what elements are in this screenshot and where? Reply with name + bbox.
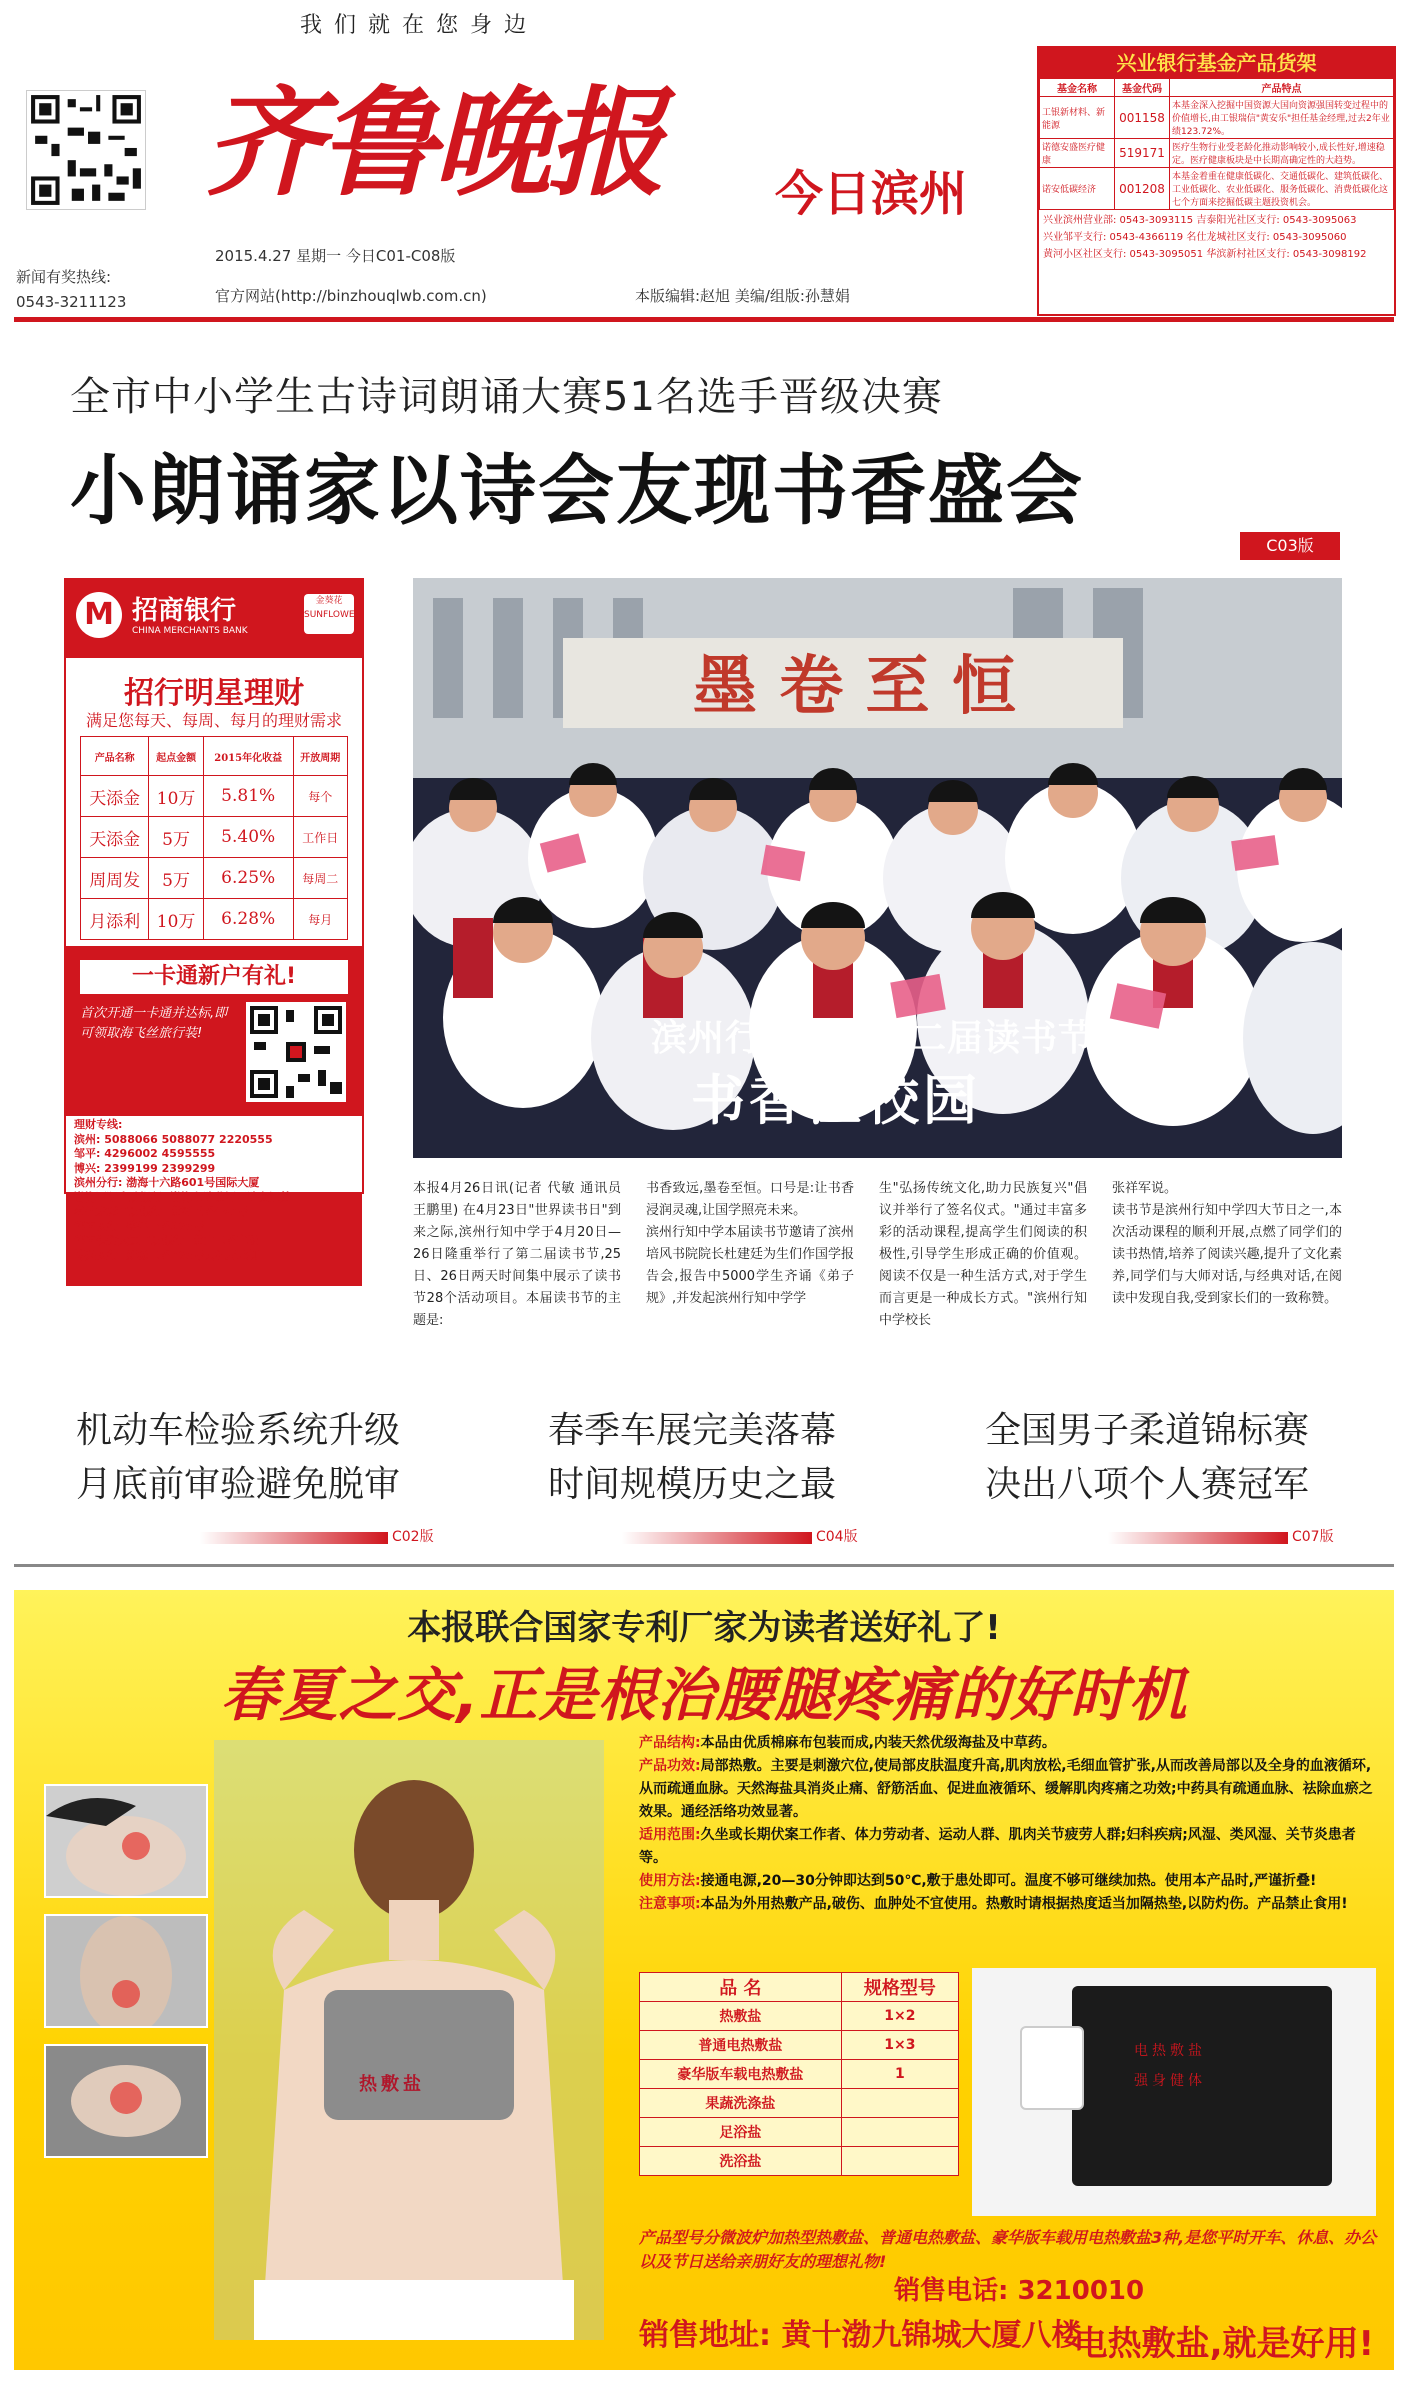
cmb-cell: 5.81%	[203, 776, 293, 817]
cmb-row	[81, 776, 348, 817]
pad-label-line: 强身健体	[1134, 2073, 1206, 2089]
spec-cell: 足浴盐	[640, 2118, 842, 2147]
cmb-header-cell: 产品名称	[81, 737, 149, 776]
teaser-bar	[1108, 1532, 1288, 1544]
branch-line: 黄河小区社区支行: 0543-3095051 华滨新村社区支行: 0543-3098192	[1043, 249, 1367, 260]
photo-caption-line1: 滨州行知中学第二届读书节	[651, 1018, 1096, 1059]
fund-code: 001158	[1115, 97, 1170, 139]
teaser-line: 时间规模历史之最	[548, 1464, 837, 1505]
ad-title-line1: 本报联合国家专利厂家为读者送好礼了!	[407, 1608, 1001, 1648]
cmb-row	[81, 899, 348, 940]
cmb-contacts: 理财专线: 滨州: 5088066 5088077 2220555 邹平: 4296002 4595555 博兴: 2399199 2399299 滨州分行: 渤海十六路601号国际大厦 渤海国际自助银行: 渤海七路黄河四路交汇处 名仕龙城自助银行: 黄河五路497号 邹平支行: 鹤伴一路966号 邹平供销大厦自助银行: 黄山二路中段 博兴支行: 新城二路766号人社局北侧	[74, 1118, 292, 1262]
cmb-cell: 10万	[149, 899, 203, 940]
spec-row	[640, 2118, 959, 2147]
fund-code: 001208	[1115, 168, 1170, 210]
heat-salt-pad-ad[interactable]	[14, 1590, 1394, 2370]
sunflower-logo-icon: 金葵花 SUNFLOWER	[304, 594, 354, 634]
cmb-cell: 10万	[149, 776, 203, 817]
sales-address: 销售地址: 黄十渤九锦城大厦八楼	[639, 2318, 1082, 2353]
ad-models-note: 产品型号分微波炉加热型热敷盐、普通电热敷盐、豪华版车载用电热敷盐3种,是您平时开车、休息、办公以及节日送给亲朋好友的理想礼物!	[639, 2228, 1377, 2271]
issue-date: 2015.4.27 星期一 今日C01-C08版	[215, 247, 456, 265]
ad-desc-item	[639, 1870, 1377, 1893]
back-pain-image	[44, 1914, 208, 2028]
ad-desc-item	[639, 1732, 1377, 1755]
pad-label-line: 电热敷盐	[1134, 2043, 1206, 2059]
fund-row	[1040, 168, 1394, 210]
temperature-controller-icon	[1020, 2026, 1084, 2110]
spec-cell: 1×2	[841, 2002, 958, 2031]
fund-name: 诺安低碳经济	[1040, 168, 1115, 210]
pad-label	[1134, 2036, 1206, 2096]
teaser-bar	[622, 1532, 812, 1544]
fund-row	[1040, 139, 1394, 168]
hotline-label: 新闻有奖热线:	[16, 268, 112, 286]
lead-page-tag[interactable]: C03版	[1240, 532, 1340, 560]
fund-feature: 医疗生物行业受老龄化推动影响较小,成长性好,增速稳定。医疗健康板块是中长期高确定性的大趋势。	[1170, 139, 1394, 168]
masthead-divider	[14, 317, 1394, 322]
cmb-cell: 天添金	[81, 817, 149, 858]
fund-row	[1040, 97, 1394, 139]
ad-desc-key: 产品功效:	[639, 1758, 701, 1774]
ad-desc-item	[639, 1824, 1377, 1870]
cmb-row	[81, 817, 348, 858]
hotline-number: 0543-3211123	[16, 293, 127, 311]
teaser-page-tag[interactable]: C02版	[392, 1529, 434, 1545]
section-divider	[14, 1564, 1394, 1567]
spec-row	[640, 2031, 959, 2060]
svg-text:墨 卷 至 恒: 墨 卷 至 恒	[693, 649, 1016, 724]
cmb-cell: 工作日	[293, 817, 347, 858]
knee-pain-image	[44, 2044, 208, 2158]
cmb-tagline: 招行明星理财	[124, 676, 304, 711]
spec-cell: 洗浴盐	[640, 2147, 842, 2176]
cmb-header-cell: 起点金额	[149, 737, 203, 776]
ad-product-description	[639, 1732, 1377, 1916]
cmb-header	[66, 580, 362, 658]
spec-row	[640, 2060, 959, 2089]
sales-phone[interactable]: 销售电话: 3210010	[894, 2276, 1145, 2306]
edition-name: 今日滨州	[775, 166, 968, 222]
teaser-inspection[interactable]	[76, 1404, 400, 1512]
shoulder-pain-image	[44, 1784, 208, 1898]
ad-desc-value: 久坐或长期伏案工作者、体力劳动者、运动人群、肌肉关节疲劳人群;妇科疾病;风湿、类风湿、关节炎患者等。	[639, 1827, 1356, 1866]
ad-desc-key: 产品结构:	[639, 1735, 701, 1751]
fund-name: 诺德安盛医疗健康	[1040, 139, 1115, 168]
cmb-cell: 天添金	[81, 776, 149, 817]
teaser-line: 机动车检验系统升级	[76, 1410, 401, 1451]
article-column: 张祥军说。 读书节是滨州行知中学四大节日之一,本次活动课程的顺利开展,点燃了同学们的读书热情,培养了阅读兴趣,提升了文化素养,同学们与大师对话,与经典对话,在阅读中发现自我,受到家长们的一致称赞。	[1112, 1181, 1342, 1306]
product-spec-table	[639, 1972, 959, 2176]
spec-cell	[841, 2089, 958, 2118]
ad-slogan: 电热敷盐,就是好用!	[1073, 2324, 1374, 2364]
cmb-name: 招商银行	[132, 596, 237, 626]
teaser-line: 春季车展完美落幕	[548, 1410, 837, 1451]
ad-desc-key: 适用范围:	[639, 1827, 701, 1843]
masthead-slogan: 我们就在您身边	[300, 13, 539, 38]
cmb-product-table	[80, 736, 348, 940]
teaser-bar	[200, 1532, 388, 1544]
spec-cell	[841, 2147, 958, 2176]
spec-cell	[841, 2118, 958, 2147]
fund-name: 工银新材料、新能源	[1040, 97, 1115, 139]
branch-line: 兴业滨州营业部: 0543-3093115 吉泰阳光社区支行: 0543-3095063	[1043, 215, 1357, 226]
cmb-card-offer: 一卡通新户有礼!	[80, 960, 348, 994]
spec-cell: 热敷盐	[640, 2002, 842, 2031]
spec-row	[640, 2089, 959, 2118]
teaser-page-tag[interactable]: C04版	[816, 1529, 858, 1545]
spec-cell: 豪华版车载电热敷盐	[640, 2060, 842, 2089]
teaser-page-tag[interactable]: C07版	[1292, 1529, 1334, 1545]
spec-header: 品 名	[640, 1973, 842, 2002]
cmb-cell: 6.25%	[203, 858, 293, 899]
cmb-qr-code-icon	[246, 1002, 346, 1102]
article-column: 生"弘扬传统文化,助力民族复兴"倡议并举行了签名仪式。"通过丰富多彩的活动课程,提高学生们阅读的积极性,引导学生形成正确的价值观。阅读不仅是一种生活方式,对于学生而言更是一种成长方式。"滨州行知中学校长	[879, 1181, 1087, 1328]
article-column: 书香致远,墨卷至恒。口号是:让书香浸润灵魂,让国学照亮未来。 滨州行知中学本届读书节邀请了滨州培风书院院长杜建廷为生们作国学报告会,报告中5000学生齐诵《弟子规》,并发起滨州行知中学学	[646, 1181, 855, 1306]
woman-with-heat-pad-image	[214, 1740, 604, 2340]
ad-title-line2: 春夏之交,正是根治腰腿疼痛的好时机	[220, 1661, 1188, 1729]
cmb-header-cell: 2015年化收益	[203, 737, 293, 776]
cmb-cell: 5万	[149, 817, 203, 858]
spec-row	[640, 2002, 959, 2031]
cmb-cell: 周周发	[81, 858, 149, 899]
fund-header: 产品特点	[1170, 79, 1394, 97]
cmb-cell: 5.40%	[203, 817, 293, 858]
lead-kicker: 全市中小学生古诗词朗诵大赛51名选手晋级决赛	[70, 374, 943, 420]
fund-feature: 本基金着重在健康低碳化、交通低碳化、建筑低碳化、工业低碳化、农业低碳化、服务低碳化、消费低碳化这七个方面来挖掘低碳主题投资机会。	[1170, 168, 1394, 210]
ad-desc-item	[639, 1893, 1377, 1916]
editor-credits: 本版编辑:赵旭 美编/组版:孙慧娟	[635, 287, 850, 305]
fund-header: 基金代码	[1115, 79, 1170, 97]
spec-header: 规格型号	[841, 1973, 958, 2002]
cmb-row	[81, 858, 348, 899]
cmb-cell: 5万	[149, 858, 203, 899]
cmb-cell: 每周二	[293, 858, 347, 899]
ad-desc-value: 接通电源,20—30分钟即达到50℃,敷于患处即可。温度不够可继续加热。使用本产品时,严谨折叠!	[700, 1873, 1317, 1889]
teaser-line: 月底前审验避免脱审	[76, 1464, 401, 1505]
teaser-line: 决出八项个人赛冠军	[985, 1464, 1310, 1505]
cmb-name-en: CHINA MERCHANTS BANK	[132, 626, 248, 636]
newspaper-title: 齐鲁晚报	[205, 73, 662, 212]
teaser-judo[interactable]	[985, 1404, 1309, 1512]
website-link[interactable]: 官方网站(http://binzhouqlwb.com.cn)	[215, 287, 487, 305]
spec-cell: 1×3	[841, 2031, 958, 2060]
cmb-cell: 6.28%	[203, 899, 293, 940]
ad-desc-item	[639, 1755, 1377, 1824]
photo-caption-line2: 书香溢校园	[691, 1069, 981, 1132]
spec-row	[640, 2147, 959, 2176]
lead-headline[interactable]: 小朗诵家以诗会友现书香盛会	[70, 446, 1084, 535]
ad-desc-key: 注意事项:	[639, 1896, 701, 1912]
teaser-car-show[interactable]	[548, 1404, 836, 1512]
cmb-cell: 每个	[293, 776, 347, 817]
lead-photo	[413, 578, 1342, 1158]
cmb-cell: 月添利	[81, 899, 149, 940]
cmb-cell: 每月	[293, 899, 347, 940]
cmb-subtag: 满足您每天、每周、每月的理财需求	[85, 711, 342, 730]
ad-desc-key: 使用方法:	[639, 1873, 701, 1889]
branch-list	[1039, 210, 1394, 265]
china-merchants-bank-ad[interactable]	[64, 578, 364, 1262]
cmb-promo-text: 首次开通一卡通并达标,即可领取海飞丝旅行装!	[80, 1006, 228, 1041]
spec-cell: 果蔬洗涤盐	[640, 2089, 842, 2118]
article-column: 本报4月26日讯(记者 代敏 通讯员 王鹏里) 在4月23日"世界读书日"到来之际,滨州行知中学于4月20日—26日隆重举行了第二届读书节,25日、26日两天时间集中展示了读书节28个活动项目。本届读书节的主题是:	[413, 1181, 621, 1328]
fund-ad-title: 兴业银行基金产品货架	[1039, 48, 1394, 78]
industrial-bank-fund-ad[interactable]	[1037, 46, 1396, 316]
woman-pad-label: 热敷盐	[359, 2074, 425, 2095]
spec-cell: 普通电热敷盐	[640, 2031, 842, 2060]
fund-feature: 本基金深入挖掘中国资源大国向资源强国转变过程中的价值增长,由工银瑞信"黄安乐"担任基金经理,过去2年业绩123.72%。	[1170, 97, 1394, 139]
cmb-logo-icon: M	[76, 592, 122, 638]
news-hotline	[16, 265, 126, 315]
teaser-line: 全国男子柔道锦标赛	[985, 1410, 1310, 1451]
cmb-header-cell: 开放周期	[293, 737, 347, 776]
spec-cell: 1	[841, 2060, 958, 2089]
qr-code-icon	[26, 90, 146, 210]
ad-desc-value: 局部热敷。主要是刺激穴位,使局部皮肤温度升高,肌肉放松,毛细血管扩张,从而改善局部以及全身的血液循环,从而疏通血脉。天然海盐具消炎止痛、舒筋活血、促进血液循环、缓解肌肉疼痛之功效;中药具有疏通血脉、祛除血瘀之效果。通经活络功效显著。	[639, 1758, 1373, 1820]
branch-line: 兴业邹平支行: 0543-4366119 名仕龙城社区支行: 0543-3095060	[1043, 232, 1347, 243]
ad-desc-value: 本品为外用热敷产品,破伤、血肿处不宜使用。热敷时请根据热度适当加隔热垫,以防灼伤。产品禁止食用!	[700, 1896, 1348, 1912]
fund-code: 519171	[1115, 139, 1170, 168]
fund-header: 基金名称	[1040, 79, 1115, 97]
ad-desc-value: 本品由优质棉麻布包装而成,内装天然优级海盐及中草药。	[700, 1735, 1056, 1751]
fund-table	[1039, 78, 1394, 210]
